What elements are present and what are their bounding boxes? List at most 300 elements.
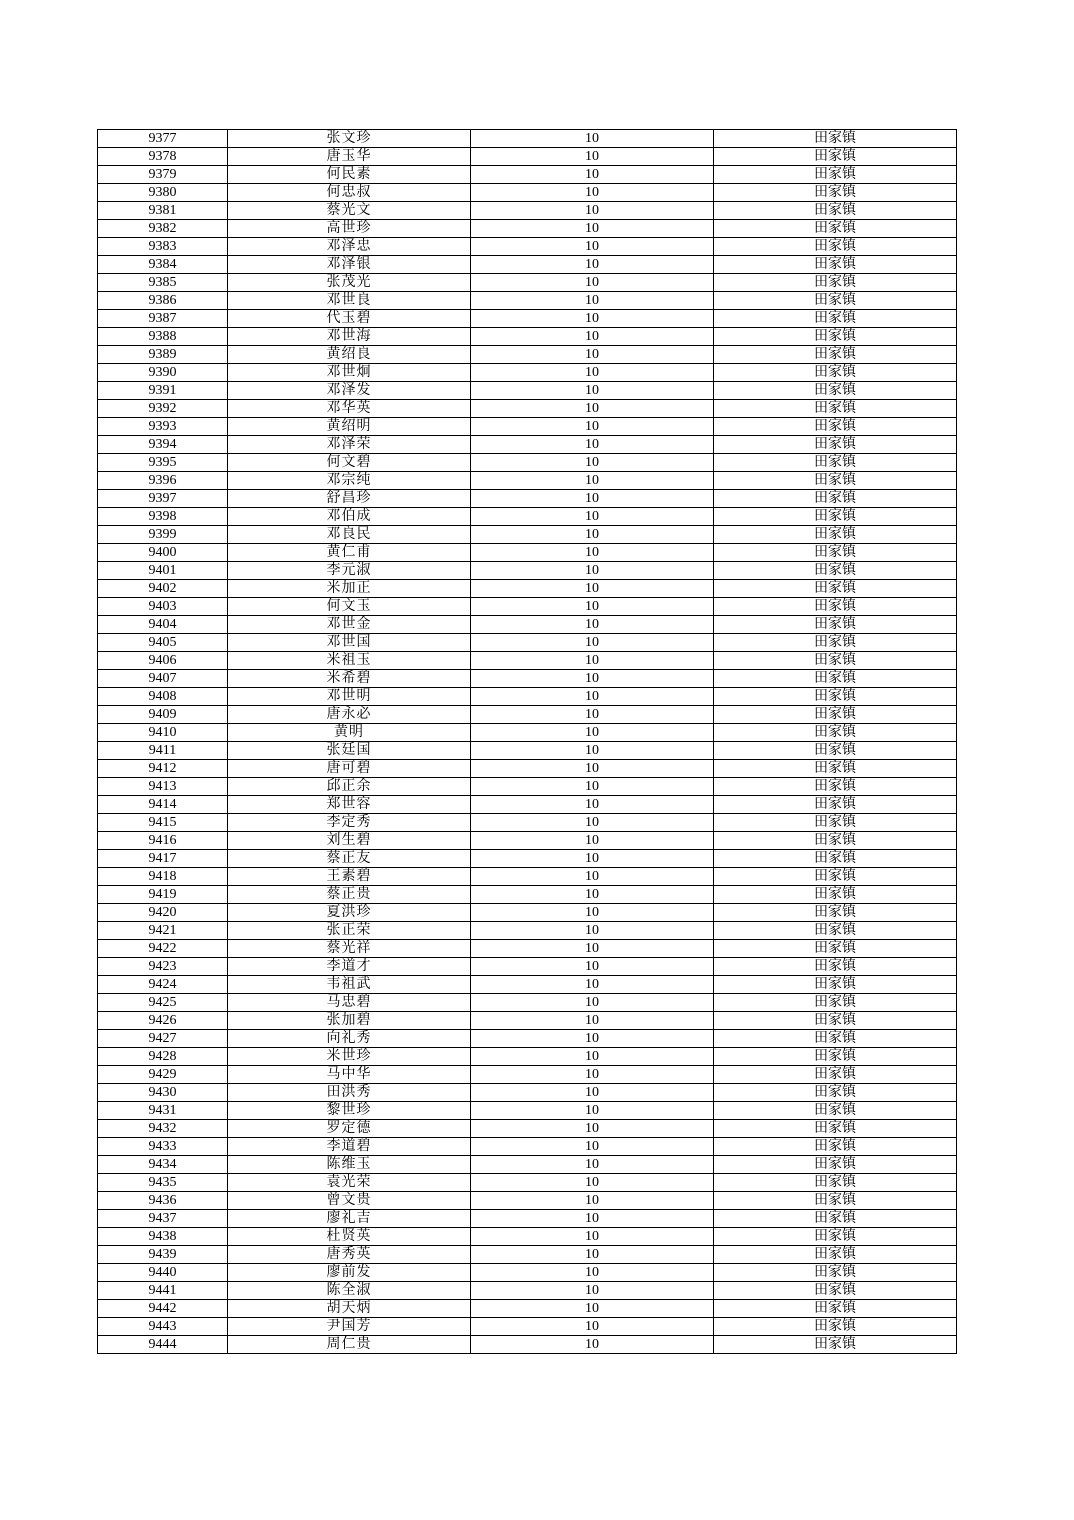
amount-cell: 10 [471,1228,714,1246]
amount-cell: 10 [471,958,714,976]
name-cell: 唐玉华 [228,148,471,166]
table-body [98,130,957,1354]
amount-cell: 10 [471,508,714,526]
amount-cell: 10 [471,364,714,382]
name-cell: 代玉碧 [228,310,471,328]
name-cell: 张文珍 [228,130,471,148]
table-row [98,1174,957,1192]
name-cell: 蔡光祥 [228,940,471,958]
name-cell: 李定秀 [228,814,471,832]
town-cell: 田家镇 [714,976,957,994]
town-cell: 田家镇 [714,292,957,310]
town-cell: 田家镇 [714,436,957,454]
name-cell: 何民素 [228,166,471,184]
name-cell: 袁光荣 [228,1174,471,1192]
amount-cell: 10 [471,382,714,400]
name-cell: 廖礼吉 [228,1210,471,1228]
row-number-cell: 9440 [98,1264,228,1282]
amount-cell: 10 [471,166,714,184]
table-row [98,508,957,526]
row-number-cell: 9438 [98,1228,228,1246]
amount-cell: 10 [471,544,714,562]
table-row [98,724,957,742]
name-cell: 邓伯成 [228,508,471,526]
amount-cell: 10 [471,922,714,940]
name-cell: 尹国芳 [228,1318,471,1336]
town-cell: 田家镇 [714,832,957,850]
row-number-cell: 9379 [98,166,228,184]
name-cell: 张茂光 [228,274,471,292]
name-cell: 李元淑 [228,562,471,580]
name-cell: 杜贤英 [228,1228,471,1246]
town-cell: 田家镇 [714,958,957,976]
name-cell: 罗定德 [228,1120,471,1138]
town-cell: 田家镇 [714,202,957,220]
row-number-cell: 9413 [98,778,228,796]
row-number-cell: 9389 [98,346,228,364]
amount-cell: 10 [471,634,714,652]
name-cell: 曾文贵 [228,1192,471,1210]
table-row [98,1138,957,1156]
table-row [98,1030,957,1048]
table-row [98,886,957,904]
town-cell: 田家镇 [714,1192,957,1210]
name-cell: 夏洪珍 [228,904,471,922]
amount-cell: 10 [471,940,714,958]
row-number-cell: 9418 [98,868,228,886]
name-cell: 邓世国 [228,634,471,652]
town-cell: 田家镇 [714,652,957,670]
town-cell: 田家镇 [714,130,957,148]
town-cell: 田家镇 [714,166,957,184]
amount-cell: 10 [471,436,714,454]
name-cell: 黄仁甫 [228,544,471,562]
town-cell: 田家镇 [714,1282,957,1300]
name-cell: 邓世明 [228,688,471,706]
name-cell: 陈全淑 [228,1282,471,1300]
table-row [98,796,957,814]
table-row [98,544,957,562]
town-cell: 田家镇 [714,454,957,472]
amount-cell: 10 [471,1120,714,1138]
town-cell: 田家镇 [714,1066,957,1084]
town-cell: 田家镇 [714,940,957,958]
table-row [98,652,957,670]
table-row [98,634,957,652]
amount-cell: 10 [471,1210,714,1228]
table-row [98,670,957,688]
town-cell: 田家镇 [714,220,957,238]
row-number-cell: 9444 [98,1336,228,1354]
name-cell: 米希碧 [228,670,471,688]
name-cell: 何忠叔 [228,184,471,202]
name-cell: 邓世良 [228,292,471,310]
town-cell: 田家镇 [714,418,957,436]
amount-cell: 10 [471,742,714,760]
table-row [98,1084,957,1102]
row-number-cell: 9431 [98,1102,228,1120]
row-number-cell: 9422 [98,940,228,958]
row-number-cell: 9404 [98,616,228,634]
town-cell: 田家镇 [714,778,957,796]
amount-cell: 10 [471,346,714,364]
amount-cell: 10 [471,670,714,688]
row-number-cell: 9415 [98,814,228,832]
table-row [98,1246,957,1264]
table-row [98,1192,957,1210]
name-cell: 蔡光文 [228,202,471,220]
row-number-cell: 9421 [98,922,228,940]
town-cell: 田家镇 [714,742,957,760]
amount-cell: 10 [471,724,714,742]
row-number-cell: 9434 [98,1156,228,1174]
table-row [98,436,957,454]
amount-cell: 10 [471,994,714,1012]
row-number-cell: 9382 [98,220,228,238]
name-cell: 邓泽忠 [228,238,471,256]
amount-cell: 10 [471,904,714,922]
amount-cell: 10 [471,1264,714,1282]
row-number-cell: 9381 [98,202,228,220]
town-cell: 田家镇 [714,922,957,940]
row-number-cell: 9400 [98,544,228,562]
amount-cell: 10 [471,706,714,724]
name-cell: 何文玉 [228,598,471,616]
row-number-cell: 9396 [98,472,228,490]
town-cell: 田家镇 [714,184,957,202]
amount-cell: 10 [471,688,714,706]
amount-cell: 10 [471,472,714,490]
name-cell: 邓世炯 [228,364,471,382]
row-number-cell: 9423 [98,958,228,976]
row-number-cell: 9429 [98,1066,228,1084]
name-cell: 蔡正贵 [228,886,471,904]
amount-cell: 10 [471,1012,714,1030]
name-cell: 张廷国 [228,742,471,760]
row-number-cell: 9393 [98,418,228,436]
name-cell: 邓宗纯 [228,472,471,490]
amount-cell: 10 [471,1336,714,1354]
name-cell: 陈维玉 [228,1156,471,1174]
row-number-cell: 9398 [98,508,228,526]
town-cell: 田家镇 [714,1030,957,1048]
name-cell: 黄绍明 [228,418,471,436]
row-number-cell: 9394 [98,436,228,454]
amount-cell: 10 [471,760,714,778]
name-cell: 邓泽银 [228,256,471,274]
amount-cell: 10 [471,580,714,598]
amount-cell: 10 [471,130,714,148]
town-cell: 田家镇 [714,616,957,634]
name-cell: 唐秀英 [228,1246,471,1264]
name-cell: 刘生碧 [228,832,471,850]
town-cell: 田家镇 [714,1102,957,1120]
table-row [98,1228,957,1246]
row-number-cell: 9397 [98,490,228,508]
row-number-cell: 9386 [98,292,228,310]
name-cell: 邓世海 [228,328,471,346]
name-cell: 胡天炳 [228,1300,471,1318]
name-cell: 郑世容 [228,796,471,814]
town-cell: 田家镇 [714,796,957,814]
town-cell: 田家镇 [714,1336,957,1354]
table-row [98,760,957,778]
town-cell: 田家镇 [714,1210,957,1228]
row-number-cell: 9403 [98,598,228,616]
amount-cell: 10 [471,1030,714,1048]
table-row [98,958,957,976]
table-row [98,1210,957,1228]
town-cell: 田家镇 [714,1156,957,1174]
name-cell: 何文碧 [228,454,471,472]
name-cell: 唐永必 [228,706,471,724]
name-cell: 邓泽发 [228,382,471,400]
row-number-cell: 9430 [98,1084,228,1102]
table-row [98,526,957,544]
table-row [98,184,957,202]
amount-cell: 10 [471,328,714,346]
row-number-cell: 9380 [98,184,228,202]
row-number-cell: 9442 [98,1300,228,1318]
name-cell: 马中华 [228,1066,471,1084]
row-number-cell: 9378 [98,148,228,166]
row-number-cell: 9437 [98,1210,228,1228]
town-cell: 田家镇 [714,598,957,616]
table-row [98,688,957,706]
table-row [98,148,957,166]
town-cell: 田家镇 [714,1138,957,1156]
amount-cell: 10 [471,310,714,328]
table-row [98,454,957,472]
amount-cell: 10 [471,1102,714,1120]
name-cell: 米加正 [228,580,471,598]
name-cell: 唐可碧 [228,760,471,778]
table-row [98,1066,957,1084]
row-number-cell: 9426 [98,1012,228,1030]
amount-cell: 10 [471,1300,714,1318]
town-cell: 田家镇 [714,382,957,400]
table-row [98,256,957,274]
table-row [98,400,957,418]
name-cell: 李道碧 [228,1138,471,1156]
name-cell: 米祖玉 [228,652,471,670]
town-cell: 田家镇 [714,328,957,346]
amount-cell: 10 [471,292,714,310]
town-cell: 田家镇 [714,850,957,868]
table-row [98,616,957,634]
row-number-cell: 9414 [98,796,228,814]
row-number-cell: 9401 [98,562,228,580]
town-cell: 田家镇 [714,364,957,382]
table-row [98,472,957,490]
town-cell: 田家镇 [714,688,957,706]
town-cell: 田家镇 [714,1228,957,1246]
amount-cell: 10 [471,1318,714,1336]
row-number-cell: 9377 [98,130,228,148]
table-row [98,310,957,328]
name-cell: 周仁贵 [228,1336,471,1354]
table-row [98,1282,957,1300]
row-number-cell: 9432 [98,1120,228,1138]
table-row [98,1336,957,1354]
town-cell: 田家镇 [714,670,957,688]
table-row [98,976,957,994]
town-cell: 田家镇 [714,868,957,886]
town-cell: 田家镇 [714,508,957,526]
name-cell: 邓良民 [228,526,471,544]
name-cell: 高世珍 [228,220,471,238]
town-cell: 田家镇 [714,346,957,364]
name-cell: 黄绍良 [228,346,471,364]
name-cell: 廖前发 [228,1264,471,1282]
amount-cell: 10 [471,1138,714,1156]
name-cell: 李道才 [228,958,471,976]
town-cell: 田家镇 [714,1246,957,1264]
table-row [98,1012,957,1030]
table-row [98,1156,957,1174]
amount-cell: 10 [471,220,714,238]
town-cell: 田家镇 [714,256,957,274]
town-cell: 田家镇 [714,472,957,490]
amount-cell: 10 [471,868,714,886]
amount-cell: 10 [471,454,714,472]
amount-cell: 10 [471,184,714,202]
town-cell: 田家镇 [714,760,957,778]
row-number-cell: 9383 [98,238,228,256]
row-number-cell: 9419 [98,886,228,904]
table-row [98,814,957,832]
row-number-cell: 9409 [98,706,228,724]
table-row [98,292,957,310]
town-cell: 田家镇 [714,634,957,652]
name-cell: 向礼秀 [228,1030,471,1048]
town-cell: 田家镇 [714,526,957,544]
amount-cell: 10 [471,1156,714,1174]
row-number-cell: 9433 [98,1138,228,1156]
table-row [98,202,957,220]
row-number-cell: 9399 [98,526,228,544]
table-row [98,868,957,886]
table-row [98,238,957,256]
row-number-cell: 9427 [98,1030,228,1048]
name-cell: 黄明 [228,724,471,742]
table-row [98,382,957,400]
table-row [98,490,957,508]
amount-cell: 10 [471,796,714,814]
town-cell: 田家镇 [714,1318,957,1336]
row-number-cell: 9425 [98,994,228,1012]
town-cell: 田家镇 [714,274,957,292]
row-number-cell: 9435 [98,1174,228,1192]
amount-cell: 10 [471,814,714,832]
row-number-cell: 9407 [98,670,228,688]
table-row [98,1048,957,1066]
name-cell: 蔡正友 [228,850,471,868]
name-cell: 邓华英 [228,400,471,418]
row-number-cell: 9395 [98,454,228,472]
row-number-cell: 9424 [98,976,228,994]
amount-cell: 10 [471,886,714,904]
amount-cell: 10 [471,1246,714,1264]
row-number-cell: 9406 [98,652,228,670]
town-cell: 田家镇 [714,562,957,580]
town-cell: 田家镇 [714,1012,957,1030]
amount-cell: 10 [471,1084,714,1102]
row-number-cell: 9408 [98,688,228,706]
name-cell: 王素碧 [228,868,471,886]
row-number-cell: 9416 [98,832,228,850]
table-row [98,328,957,346]
row-number-cell: 9439 [98,1246,228,1264]
row-number-cell: 9384 [98,256,228,274]
town-cell: 田家镇 [714,814,957,832]
row-number-cell: 9390 [98,364,228,382]
table-row [98,274,957,292]
amount-cell: 10 [471,976,714,994]
row-number-cell: 9412 [98,760,228,778]
row-number-cell: 9428 [98,1048,228,1066]
row-number-cell: 9417 [98,850,228,868]
amount-cell: 10 [471,238,714,256]
row-number-cell: 9420 [98,904,228,922]
row-number-cell: 9443 [98,1318,228,1336]
table-row [98,598,957,616]
row-number-cell: 9405 [98,634,228,652]
row-number-cell: 9388 [98,328,228,346]
amount-cell: 10 [471,490,714,508]
table-row [98,562,957,580]
table-row [98,220,957,238]
name-cell: 韦祖武 [228,976,471,994]
row-number-cell: 9391 [98,382,228,400]
amount-cell: 10 [471,202,714,220]
name-cell: 舒昌珍 [228,490,471,508]
row-number-cell: 9436 [98,1192,228,1210]
amount-cell: 10 [471,274,714,292]
table-row [98,1102,957,1120]
table-row [98,580,957,598]
town-cell: 田家镇 [714,148,957,166]
table-row [98,778,957,796]
name-cell: 张加碧 [228,1012,471,1030]
row-number-cell: 9392 [98,400,228,418]
town-cell: 田家镇 [714,1300,957,1318]
town-cell: 田家镇 [714,904,957,922]
town-cell: 田家镇 [714,310,957,328]
amount-cell: 10 [471,400,714,418]
town-cell: 田家镇 [714,490,957,508]
town-cell: 田家镇 [714,580,957,598]
table-row [98,1318,957,1336]
name-cell: 黎世珍 [228,1102,471,1120]
amount-cell: 10 [471,1048,714,1066]
amount-cell: 10 [471,778,714,796]
table-row [98,346,957,364]
table-row [98,130,957,148]
name-cell: 邱正余 [228,778,471,796]
data-table [97,129,957,1354]
table-row [98,832,957,850]
table-row [98,1264,957,1282]
name-cell: 张正荣 [228,922,471,940]
row-number-cell: 9385 [98,274,228,292]
table-row [98,994,957,1012]
town-cell: 田家镇 [714,1174,957,1192]
table-row [98,364,957,382]
town-cell: 田家镇 [714,706,957,724]
amount-cell: 10 [471,256,714,274]
town-cell: 田家镇 [714,994,957,1012]
